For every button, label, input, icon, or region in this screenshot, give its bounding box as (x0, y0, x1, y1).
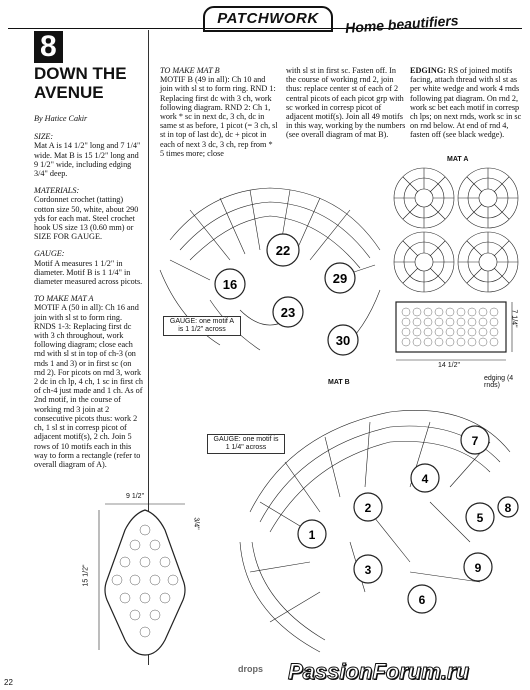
motif-number: 23 (280, 305, 296, 320)
edging-text: RS of joined motifs facing, attach thread with sl st as per white wedge and work 4 rnds following pat diagram. On rnd 2, work sc bet each motif in corresp ch lps; on next rnds, work sc in sc on rnd below. At end of rnd 4, fasten off (see black wedge). (410, 66, 522, 140)
mat-b-number: 2 (364, 501, 372, 515)
title-line-2: AVENUE (34, 83, 104, 102)
publisher-logo: drops (238, 664, 264, 674)
author: By Hatice Cakir (34, 114, 88, 123)
mat-b-text-cont: with sl st in first sc. Fasten off. In the course of working rnd 2, join thus: replace center st of each of 2 central picots of each picot grp with sc worked in corresp picot of adjacent motif(s). Join all 49 motifs in this way, working by the numbers (see overall diagram of mat B). (286, 66, 406, 140)
mat-b-number: 7 (471, 434, 479, 448)
mat-b-label: MAT B (328, 379, 350, 386)
materials-heading: MATERIALS: (34, 186, 80, 196)
motif-number: 16 (222, 277, 238, 292)
mat-a-text: MOTIF A (50 in all): Ch 16 and join with sl st to form ring. RNDS 1-3: Replacing first dc with 3 ch throughout, work following diagram; close each rnd with sl st in top of ch-3 (on rnds 1 and 3) or in first sc (on rnd 2). For picots on rnd 3, work 2 dc in ch lp, 4 ch, 1 sc in first ch of ch-4 just made and 1 ch. As of 2nd motif, in the course of working rnd 3 join at 2 consecutive picots thus: work 2 ch, 1 sl st in corresp picot of adjacent motif(s), 2 ch. Join 5 rows of 10 motifs each in this way to form a rectangle (refer to overall diagram of A). (34, 303, 143, 469)
column-4 (410, 66, 522, 140)
mat-b-number: 6 (418, 593, 426, 607)
mat-a-height: 7 1/4" (510, 309, 518, 328)
mat-a-overall (392, 298, 524, 370)
motif-number: 22 (275, 243, 291, 258)
mat-a-label: MAT A (447, 156, 469, 163)
gauge-b-text: GAUGE: one motif is 1 1/4" across (213, 436, 279, 451)
size-heading: SIZE: (34, 132, 54, 142)
gauge-text: Motif A measures 1 1/2" in diameter. Motif B is 1 1/4" in diameter measured across picots. (34, 258, 143, 287)
mat-b-heading: TO MAKE MAT B (160, 66, 220, 75)
gauge-a-text: GAUGE: one motif A is 1 1/2" across (169, 318, 235, 333)
mat-b-number: 8 (504, 501, 512, 515)
edging-heading: EDGING: (410, 66, 446, 75)
mat-a-heading: TO MAKE MAT A (34, 294, 94, 304)
mat-b-number: 9 (474, 561, 482, 575)
mat-b-diagram (230, 392, 525, 662)
mat-b-height: 15 1/2" (82, 564, 90, 587)
materials-text: Cordonnet crochet (tatting) cotton size 50, white, about 290 yds for each mat. Steel crochet hook US size 13 (0.60 mm) or SIZE FOR GAUGE. (34, 195, 139, 242)
mat-b-width: 9 1/2" (126, 493, 145, 500)
size-text: Mat A is 14 1/2" long and 7 1/4" wide. Mat B is 15 1/2" long and 9 1/2" wide, including edging 3/4" deep. (34, 141, 141, 179)
column-1 (34, 114, 144, 469)
mat-b-edging-depth: 3/4" (192, 517, 200, 530)
article-number: 8 (34, 31, 63, 63)
gauge-a-box (163, 316, 241, 336)
mat-a-motifs (388, 160, 524, 300)
section-tab-label: PATCHWORK (217, 10, 319, 27)
gauge-heading: GAUGE: (34, 249, 65, 259)
motif-number: 30 (335, 333, 351, 348)
article-title (34, 64, 127, 102)
page-number: 22 (4, 678, 13, 687)
column-2 (160, 66, 278, 158)
mat-b-number: 4 (421, 472, 429, 486)
column-3 (286, 66, 406, 140)
mat-a-width: 14 1/2" (438, 362, 460, 369)
section-subtitle: Home beautifiers (344, 12, 460, 36)
motif-number: 29 (332, 271, 348, 286)
mat-b-overall (95, 500, 195, 660)
watermark: PassionForum.ru (288, 659, 469, 684)
mat-b-number: 5 (476, 511, 484, 525)
title-line-1: DOWN THE (34, 64, 127, 83)
mat-b-text: MOTIF B (49 in all): Ch 10 and join with sl st to form ring. RND 1: Replacing first dc with 3 ch, work following diagram. RND 2: Ch 1, work * sc in next dc, 3 ch, dc in same st as before, 1 picot (= 3 ch, sl st in top of last dc), dc + picot in each of next 3 dc, 3 ch, rep from * 5 times more; close (160, 75, 278, 158)
edging-note: edging (4 rnds) (484, 375, 514, 389)
mat-b-number: 1 (308, 528, 316, 542)
mat-b-number: 3 (364, 563, 372, 577)
